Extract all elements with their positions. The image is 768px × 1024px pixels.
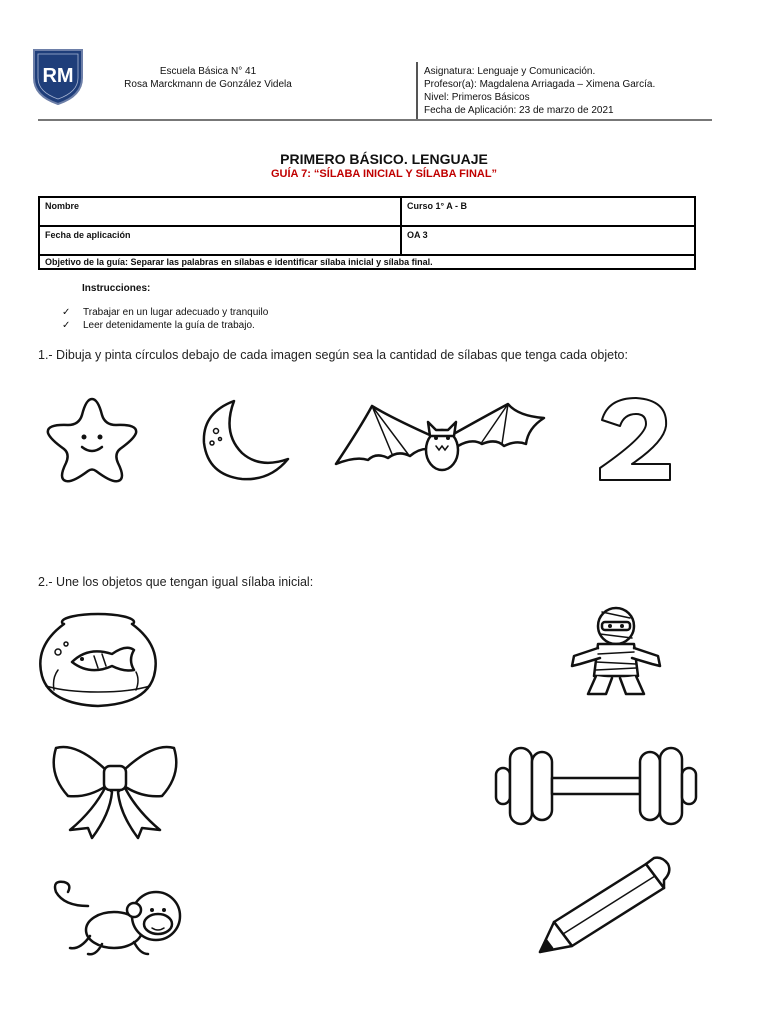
subject-text: Asignatura: Lenguaje y Comunicación. bbox=[424, 66, 596, 77]
name-label: Nombre bbox=[45, 201, 80, 211]
instructions-title: Instrucciones: bbox=[82, 283, 151, 294]
school-logo-icon bbox=[30, 44, 86, 106]
school-name-line1: Escuela Básica N° 41 bbox=[159, 66, 257, 77]
name-cell[interactable] bbox=[39, 197, 401, 226]
bat-icon bbox=[332, 398, 548, 488]
student-info-table bbox=[38, 196, 696, 270]
objective-cell bbox=[39, 255, 695, 269]
teachers-text: Profesor(a): Magdalena Arriagada – Ximena García. bbox=[424, 79, 656, 90]
header-divider bbox=[416, 62, 418, 120]
mummy-icon bbox=[566, 604, 666, 700]
application-date-label: Fecha de aplicación bbox=[45, 230, 131, 240]
oa-cell bbox=[401, 226, 695, 255]
instruction-item: ✓ Leer detenidamente la guía de trabajo. bbox=[62, 320, 255, 331]
guide-subtitle: GUÍA 7: “SÍLABA INICIAL Y SÍLABA FINAL” bbox=[270, 168, 498, 180]
application-date-cell[interactable] bbox=[39, 226, 401, 255]
pencil-icon bbox=[536, 856, 672, 956]
oa-label: OA 3 bbox=[407, 230, 428, 240]
course-label: Curso 1° A - B bbox=[407, 201, 467, 211]
question-2-text: 2.- Une los objetos que tengan igual sílaba inicial: bbox=[38, 575, 314, 589]
bow-icon bbox=[48, 738, 182, 840]
moon-icon bbox=[196, 391, 296, 487]
star-icon bbox=[38, 391, 146, 487]
check-icon: ✓ bbox=[62, 320, 71, 331]
dumbbell-icon bbox=[490, 740, 702, 832]
monkey-icon bbox=[44, 876, 184, 958]
logo-text: RM bbox=[42, 65, 74, 87]
question-1-text: 1.- Dibuja y pinta círculos debajo de cada imagen según sea la cantidad de sílabas que tenga cada objeto: bbox=[38, 348, 628, 362]
check-icon: ✓ bbox=[62, 307, 71, 318]
number-two-icon bbox=[596, 396, 676, 486]
page-title: PRIMERO BÁSICO. LENGUAJE bbox=[280, 151, 488, 167]
fishbowl-icon bbox=[36, 606, 162, 710]
application-date-text: Fecha de Aplicación: 23 de marzo de 2021 bbox=[424, 105, 614, 116]
school-name-line2: Rosa Marckmann de González Videla bbox=[124, 79, 292, 90]
course-cell bbox=[401, 197, 695, 226]
level-text: Nivel: Primeros Básicos bbox=[424, 92, 530, 103]
header-rule bbox=[38, 119, 712, 121]
objective-text: Objetivo de la guía: Separar las palabras en sílabas e identificar sílaba inicial y sílaba final. bbox=[45, 257, 433, 267]
instruction-item: ✓ Trabajar en un lugar adecuado y tranquilo bbox=[62, 307, 269, 318]
